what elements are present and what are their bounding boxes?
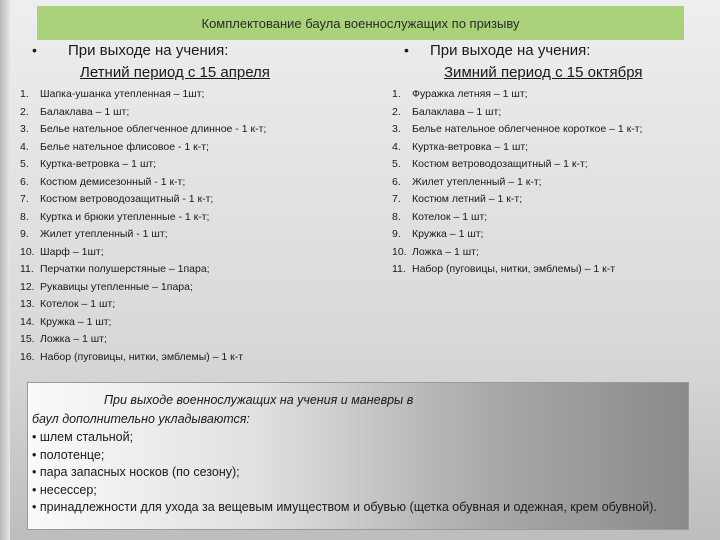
item-text: Костюм ветроводозащитный - 1 к-т; [40, 193, 214, 205]
item-number: 15. [20, 333, 35, 345]
list-item [20, 139, 400, 157]
additional-items-list [32, 429, 686, 517]
winter-column [392, 42, 712, 279]
item-text: Набор (пуговицы, нитки, эмблемы) – 1 к-т [40, 350, 244, 363]
note-item: • пара запасных носков (по сезону); [32, 465, 240, 479]
list-item [392, 104, 712, 122]
item-text: Жилет утепленный - 1 шт; [40, 228, 168, 240]
item-text: Котелок – 1 шт; [40, 298, 116, 310]
item-text: Фуражка летняя – 1 шт; [412, 88, 528, 100]
winter-heading: При выходе на учения: [430, 42, 591, 59]
note-item: • несессер; [32, 482, 97, 497]
note-item: • полотенце; [32, 447, 105, 462]
list-item [392, 261, 712, 279]
list-item [20, 244, 400, 262]
left-edge-decoration [0, 0, 10, 540]
item-text: Белье нательное облегченное короткое – 1 к-т; [412, 123, 643, 135]
item-text: Белье нательное облегченное длинное - 1 к-т; [40, 123, 267, 135]
list-item [392, 139, 712, 157]
item-number: 9. [392, 228, 401, 240]
summer-list [20, 86, 400, 366]
item-text: Куртка-ветровка – 1 шт; [40, 158, 157, 170]
item-number: 3. [20, 123, 29, 135]
list-item [20, 156, 400, 174]
item-text: Кружка – 1 шт; [412, 228, 484, 240]
item-number: 4. [20, 140, 29, 153]
item-number: 2. [392, 105, 401, 118]
item-text: Куртка и брюки утепленные - 1 к-т; [40, 210, 210, 223]
list-item [20, 314, 400, 332]
item-number: 3. [392, 123, 401, 135]
item-number: 2. [20, 105, 29, 118]
item-text: Кружка – 1 шт; [40, 315, 112, 328]
list-item [20, 104, 400, 122]
list-item [20, 121, 400, 139]
item-number: 14. [20, 315, 35, 328]
item-number: 16. [20, 350, 35, 363]
list-item [392, 209, 712, 227]
bullet-icon: • [32, 42, 37, 58]
item-number: 9. [20, 228, 29, 240]
list-item [20, 261, 400, 279]
winter-period: Зимний период с 15 октября [444, 64, 643, 81]
item-text: Куртка-ветровка – 1 шт; [412, 140, 529, 153]
item-text: Жилет утепленный – 1 к-т; [412, 175, 542, 188]
item-number: 11. [392, 263, 406, 275]
item-text: Ложка – 1 шт; [40, 333, 107, 345]
list-item [20, 349, 400, 367]
item-number: 11. [20, 263, 34, 275]
item-text: Костюм демисезонный - 1 к-т; [40, 175, 186, 188]
page-title: Комплектование баула военнослужащих по призыву [201, 15, 520, 31]
summer-column [20, 42, 400, 366]
list-item [392, 191, 712, 209]
list-item [392, 156, 712, 174]
item-text: Котелок – 1 шт; [412, 210, 488, 223]
winter-header [392, 42, 712, 84]
list-item [20, 209, 400, 227]
item-number: 5. [392, 158, 401, 170]
additional-items-box [27, 382, 689, 530]
list-item [392, 226, 712, 244]
list-item [20, 174, 400, 192]
list-item [392, 244, 712, 262]
note-item: • шлем стальной; [32, 430, 134, 444]
note-item: • принадлежности для ухода за вещевым имуществом и обувью (щетка обувная и одежная, крем обувной). [32, 500, 657, 514]
item-text: Набор (пуговицы, нитки, эмблемы) – 1 к-т [412, 263, 616, 275]
winter-list [392, 86, 712, 279]
item-number: 7. [392, 193, 401, 205]
item-number: 6. [392, 175, 401, 188]
item-text: Шапка-ушанка утепленная – 1шт; [40, 88, 205, 100]
item-text: Костюм летний – 1 к-т; [412, 193, 523, 205]
summer-header [20, 42, 400, 84]
item-text: Рукавицы утепленные – 1пара; [40, 280, 193, 293]
list-item [20, 86, 400, 104]
item-text: Костюм ветроводозащитный – 1 к-т; [412, 158, 588, 170]
list-item [20, 331, 400, 349]
item-number: 1. [392, 88, 401, 100]
list-item [392, 86, 712, 104]
item-number: 8. [20, 210, 29, 223]
item-number: 8. [392, 210, 401, 223]
note-intro-line2: баул дополнительно укладываются: [32, 412, 250, 426]
list-item [20, 279, 400, 297]
item-text: Ложка – 1 шт; [412, 245, 479, 258]
list-item [20, 191, 400, 209]
note-intro-line1: При выходе военнослужащих на учения и маневры в [104, 393, 414, 407]
item-text: Балаклава – 1 шт; [40, 105, 130, 118]
item-text: Перчатки полушерстяные – 1пара; [40, 263, 210, 275]
item-text: Балаклава – 1 шт; [412, 105, 502, 118]
bullet-icon: • [404, 42, 409, 58]
item-number: 10. [392, 245, 407, 258]
item-number: 5. [20, 158, 29, 170]
summer-heading: При выходе на учения: [68, 42, 229, 59]
item-number: 7. [20, 193, 29, 205]
item-number: 1. [20, 88, 29, 100]
list-item [20, 226, 400, 244]
title-banner [37, 6, 684, 40]
item-number: 13. [20, 298, 35, 310]
item-number: 6. [20, 175, 29, 188]
item-text: Шарф – 1шт; [40, 245, 104, 258]
item-number: 10. [20, 245, 35, 258]
item-number: 4. [392, 140, 401, 153]
summer-period: Летний период с 15 апреля [80, 64, 270, 81]
list-item [392, 174, 712, 192]
list-item [392, 121, 712, 139]
item-text: Белье нательное флисовое - 1 к-т; [40, 140, 209, 153]
list-item [20, 296, 400, 314]
item-number: 12. [20, 280, 35, 293]
